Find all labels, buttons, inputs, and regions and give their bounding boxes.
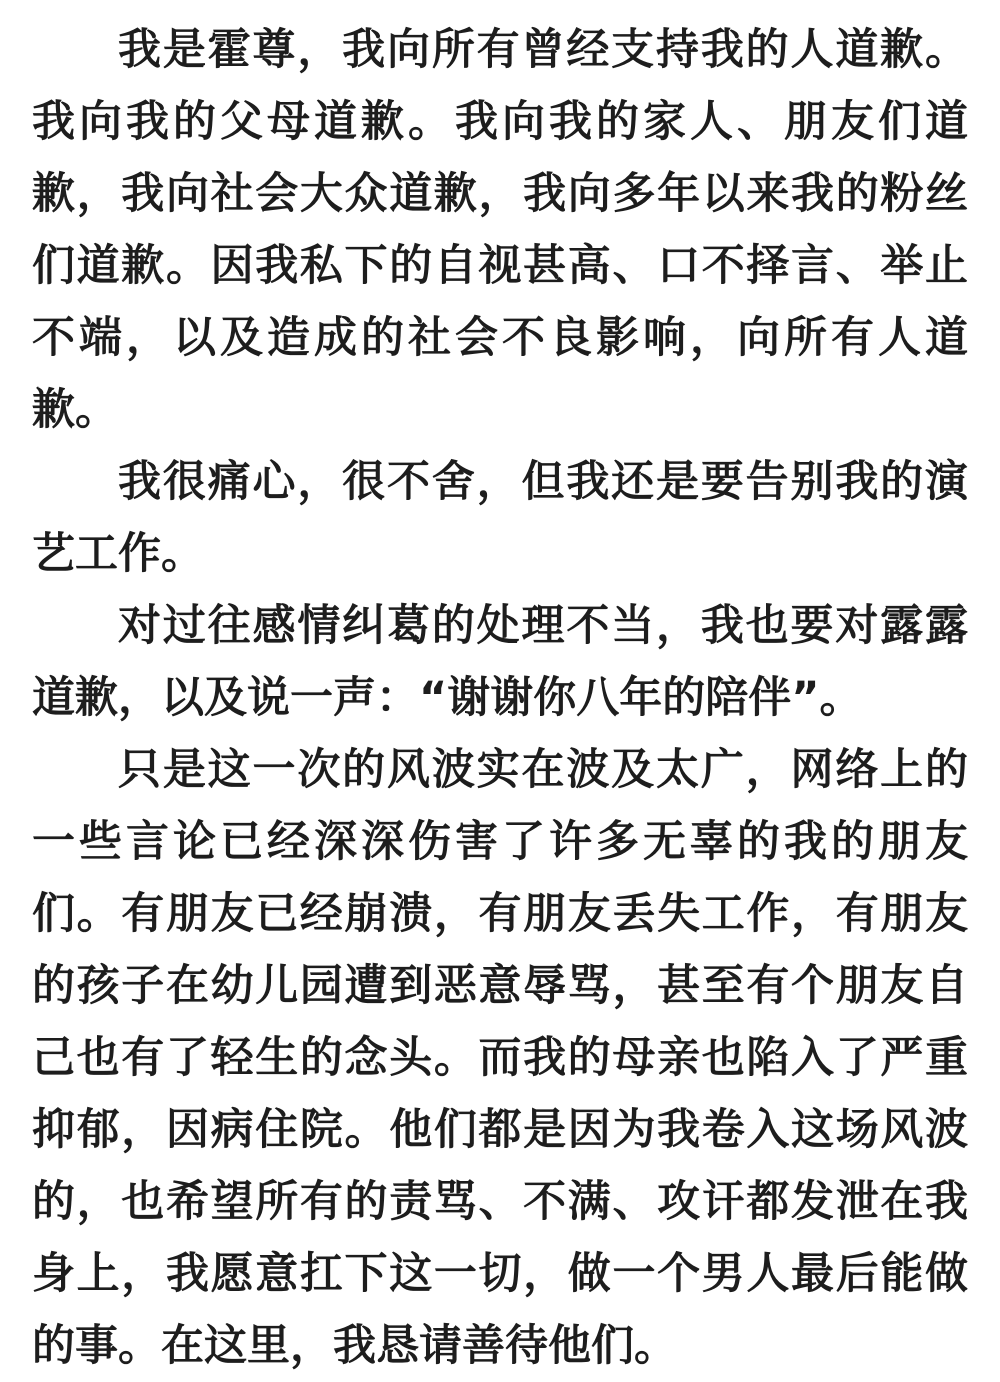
paragraph-farewell: 我很痛心，很不舍，但我还是要告别我的演艺工作。 (32, 457, 968, 579)
paragraph-apology: 我是霍尊，我向所有曾经支持我的人道歉。我向我的父母道歉。我向我的家人、朋友们道歉，我向社会大众道歉，我向多年以来我的粉丝们道歉。因我私下的自视甚高、口不择言、举止不端，以及造成的社会不良影响，向所有人道歉。 (32, 25, 968, 435)
paragraph-lulu-apology: 对过往感情纠葛的处理不当，我也要对露露道歉，以及说一声：“谢谢你八年的陪伴”。 (32, 601, 968, 723)
paragraph-friends-plea: 只是这一次的风波实在波及太广，网络上的一些言论已经深深伤害了许多无辜的我的朋友们。有朋友已经崩溃，有朋友丢失工作，有朋友的孩子在幼儿园遭到恶意辱骂，甚至有个朋友自己也有了轻生的念头。而我的母亲也陷入了严重抑郁，因病住院。他们都是因为我卷入这场风波的，也希望所有的责骂、不满、攻讦都发泄在我身上，我愿意扛下这一切，做一个男人最后能做的事。在这里，我恳请善待他们。 (32, 745, 968, 1371)
